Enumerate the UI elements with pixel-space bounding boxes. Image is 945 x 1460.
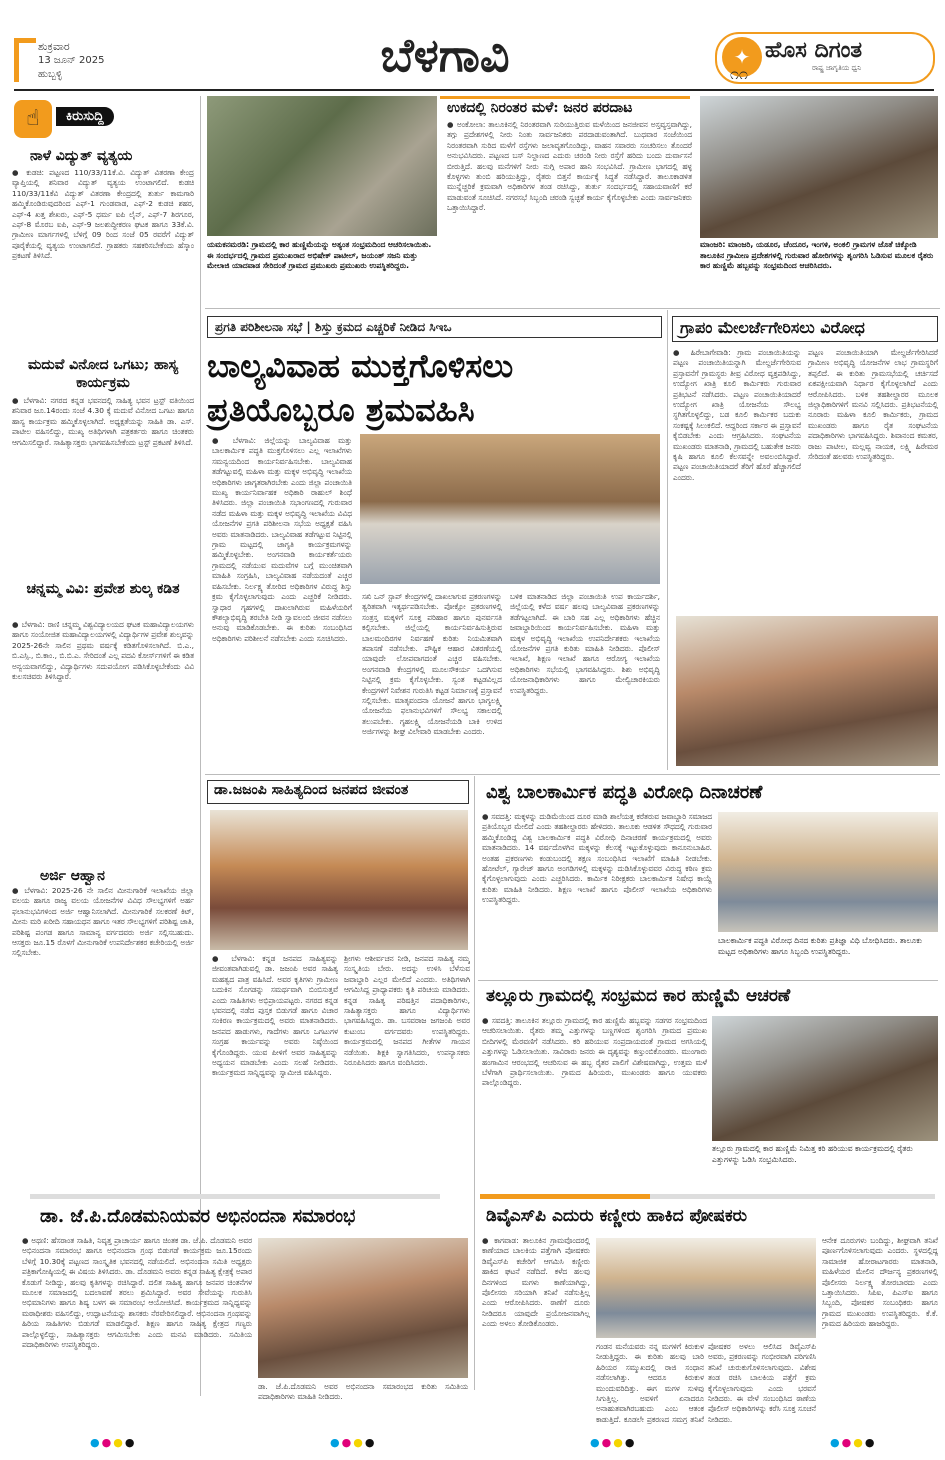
story-body: ● ಅಂಕೋಲಾ: ತಾಲೂಕಿನಲ್ಲಿ ನಿರಂತರವಾಗಿ ಸುರಿಯುತ್ತಿರುವ ಮಳೆಯಿಂದ ಜನಜೀವನ ಅಸ್ತವ್ಯಸ್ತವಾಗಿದ್ದು, ತಗ್ಗು ಪ್ರದೇಶಗಳಲ್ಲಿ ನೀರು ನಿಂತು ಸಾರ್ವಜನಿಕರು ಪರದಾಡುವಂತಾಗಿದೆ. ಬುಧವಾರ ಸಂಜೆಯಿಂದ ನಿರಂತರವಾಗಿ ಸುರಿದ ಮಳೆಗೆ ರಸ್ತೆಗಳು ಜಲಾವೃತಗೊಂಡಿದ್ದು, ವಾಹನ ಸವಾರರು ಸಂಚರಿಸಲು ತೊಂದರೆ ಅನುಭವಿಸಿದರು. ಪಟ್ಟಣದ ಬಸ್ ನಿಲ್ದಾಣದ ಎದುರು ಚರಂಡಿ ನೀರು ರಸ್ತೆಗೆ ಹರಿದು ಬಂದು ದುರ್ವಾಸನೆ ಬೀರುತ್ತಿದೆ. ಹಲವು ಮನೆಗಳಿಗೆ ನೀರು ನುಗ್ಗಿ ಅಪಾರ ಹಾನಿ ಸಂಭವಿಸಿದೆ. ಗ್ರಾಮೀಣ ಭಾಗದಲ್ಲಿ ಹಳ್ಳ ಕೊಳ್ಳಗಳು ತುಂಬಿ ಹರಿಯುತ್ತಿದ್ದು, ರೈತರು ಬಿತ್ತನೆ ಕಾರ್ಯಕ್ಕೆ ಸಿದ್ಧತೆ ನಡೆಸಿದ್ದಾರೆ. ತಾಲೂಕಾಡಳಿತ ಮುನ್ನೆಚ್ಚರಿಕೆ ಕ್ರಮವಾಗಿ ಅಧಿಕಾರಿಗಳ ತಂಡ ರಚಿಸಿದ್ದು, ತುರ್ತು ಸಂದರ್ಭದಲ್ಲಿ ಸಹಾಯವಾಣಿಗೆ ಕರೆ ಮಾಡುವಂತೆ ಸೂಚಿಸಿದೆ. ನಗರಸಭೆ ಸಿಬ್ಬಂದಿ ಚರಂಡಿ ಸ್ವಚ್ಛತೆ ಕಾರ್ಯ ಕೈಗೊಳ್ಳಬೇಕು ಎಂದು ಸಾರ್ವಜನಿಕರು ಒತ್ತಾಯಿಸಿದ್ದಾರೆ. [447, 120, 692, 213]
section-bar [30, 1194, 440, 1199]
headline-bar [440, 96, 690, 99]
row-divider [205, 308, 940, 309]
story-headline: ಉಕದಲ್ಲಿ ನಿರಂತರ ಮಳೆ: ಜನರ ಪರದಾಟ [447, 100, 633, 116]
story-body-col1: ● ಕಾಗವಾಡ: ತಾಲೂಕಿನ ಗ್ರಾಮವೊಂದರಲ್ಲಿ ಕಾಣೆಯಾದ ಬಾಲಕಿಯ ಪತ್ತೆಗಾಗಿ ಪೋಷಕರು ಡಿವೈಎಸ್‌ಪಿ ಕಚೇರಿಗೆ ಆಗಮಿಸಿ ಕಣ್ಣೀರು ಹಾಕಿದ ಘಟನೆ ನಡೆದಿದೆ. ಕಳೆದ ಹಲವು ದಿನಗಳಿಂದ ಮಗಳು ಕಾಣೆಯಾಗಿದ್ದು, ಪೊಲೀಸರು ಸರಿಯಾಗಿ ತನಿಖೆ ನಡೆಸುತ್ತಿಲ್ಲ ಎಂದು ಆರೋಪಿಸಿದರು. ಠಾಣೆಗೆ ದೂರು ನೀಡಿದರೂ ಯಾವುದೇ ಪ್ರಯೋಜನವಾಗಿಲ್ಲ ಎಂದು ಅಳಲು ತೋಡಿಕೊಂಡರು. [482, 1236, 590, 1329]
logo-tagline: ರಾಷ್ಟ್ರ ಜಾಗೃತಿಯ ಧ್ವನಿ [812, 64, 862, 72]
color-registration-marks: ●●●● [590, 1436, 637, 1449]
yamakanmardi-photo [207, 96, 437, 236]
brief-title: ಅರ್ಜಿ ಆಹ್ವಾನ [40, 868, 105, 884]
column-divider [667, 310, 668, 770]
brief-title: ಚನ್ನಮ್ಮ ವಿವಿ: ಪ್ರವೇಶ ಶುಲ್ಕ ಕಡಿತ [26, 581, 180, 597]
story-body-col1: ● ಬೆಳಗಾವಿ: ಕನ್ನಡ ಜನಪದ ಸಾಹಿತ್ಯವನ್ನು ಜೀವಂತವಾಗಿಡುವಲ್ಲಿ ಡಾ. ಜಜಂಪಿ ಅವರ ಸಾಹಿತ್ಯ ಮಹತ್ವದ ಪಾತ್ರ ವಹಿಸಿದೆ. ಅವರ ಕೃತಿಗಳು ಗ್ರಾಮೀಣ ಬದುಕಿನ ಸೊಗಡನ್ನು ಸಮರ್ಥವಾಗಿ ಬಿಂಬಿಸುತ್ತವೆ ಎಂದು ಸಾಹಿತಿಗಳು ಅಭಿಪ್ರಾಯಪಟ್ಟರು. ನಗರದ ಕನ್ನಡ ಭವನದಲ್ಲಿ ನಡೆದ ಪುಸ್ತಕ ಬಿಡುಗಡೆ ಹಾಗೂ ವಿಚಾರ ಸಂಕಿರಣ ಕಾರ್ಯಕ್ರಮದಲ್ಲಿ ಅವರು ಮಾತನಾಡಿದರು. ಜನಪದ ಹಾಡುಗಳು, ಗಾದೆಗಳು ಹಾಗೂ ಒಗಟುಗಳ ಸಂಗ್ರಹ ಕಾರ್ಯವನ್ನು ಅವರು ನಿಷ್ಠೆಯಿಂದ ಕೈಗೊಂಡಿದ್ದರು. ಯುವ ಪೀಳಿಗೆ ಅವರ ಸಾಹಿತ್ಯವನ್ನು ಅಧ್ಯಯನ ಮಾಡಬೇಕು ಎಂದು ಸಲಹೆ ನೀಡಿದರು. ಕಾರ್ಯಕ್ರಮದ ಸಾನ್ನಿಧ್ಯವನ್ನು ಸ್ವಾಮೀಜಿ ವಹಿಸಿದ್ದರು. [212, 954, 338, 1078]
brief-title: ನಾಳೆ ವಿದ್ಯುತ್ ವ್ಯತ್ಯಯ [30, 148, 133, 164]
column-divider [200, 96, 201, 1396]
lamp-icon: ✦ [722, 37, 762, 77]
section-bar-accent [480, 1194, 650, 1199]
color-registration-marks: ●●●● [830, 1436, 877, 1449]
logo-text: ಹೊಸ ದಿಗಂತ [765, 38, 863, 63]
kirusuddi-label: ಕಿರುಸುದ್ದಿ [56, 107, 114, 126]
story-body-col1: ● ಹಿರೇಬಾಗೇವಾಡಿ: ಗ್ರಾಮ ಪಂಚಾಯಿತಿಯನ್ನು ಪಟ್ಟಣ ಪಂಚಾಯಿತಿಯನ್ನಾಗಿ ಮೇಲ್ದರ್ಜೆಗೇರಿಸುವ ಪ್ರಸ್ತಾವನೆಗೆ ಗ್ರಾಮಸ್ಥರು ತೀವ್ರ ವಿರೋಧ ವ್ಯಕ್ತಪಡಿಸಿದ್ದು, ಉದ್ಯೋಗ ಖಾತ್ರಿ ಕೂಲಿ ಕಾರ್ಮಿಕರು ಗುರುವಾರ ಪ್ರತಿಭಟನೆ ನಡೆಸಿದರು. ಪಟ್ಟಣ ಪಂಚಾಯಿತಿಯಾದರೆ ಉದ್ಯೋಗ ಖಾತ್ರಿ ಯೋಜನೆಯ ಸೌಲಭ್ಯ ಸ್ಥಗಿತಗೊಳ್ಳಲಿದ್ದು, ಬಡ ಕೂಲಿ ಕಾರ್ಮಿಕರ ಬದುಕು ಸಂಕಷ್ಟಕ್ಕೆ ಸಿಲುಕಲಿದೆ. ಆದ್ದರಿಂದ ಸರ್ಕಾರ ಈ ಪ್ರಸ್ತಾವನೆ ಕೈಬಿಡಬೇಕು ಎಂದು ಆಗ್ರಹಿಸಿದರು. ಸಂಘಟನೆಯ ಮುಖಂಡರು ಮಾತನಾಡಿ, ಗ್ರಾಮದಲ್ಲಿ ಬಹುತೇಕ ಜನರು ಕೃಷಿ ಹಾಗೂ ಕೂಲಿ ಕೆಲಸವನ್ನೇ ಅವಲಂಬಿಸಿದ್ದಾರೆ. ಪಟ್ಟಣ ಪಂಚಾಯಿತಿಯಾದರೆ ತೆರಿಗೆ ಹೊರೆ ಹೆಚ್ಚಾಗಲಿದೆ ಎಂದರು. [673, 348, 801, 482]
story-body: ● ಅಥಣಿ: ಹೆಸರಾಂತ ಸಾಹಿತಿ, ನಿವೃತ್ತ ಪ್ರಾಚಾರ್ಯ ಹಾಗೂ ಚಿಂತಕ ಡಾ. ಜೆ.ಪಿ. ದೊಡಮನಿ ಅವರ ಅಭಿನಂದನಾ ಸಮಾರಂಭ ಹಾಗೂ ಅಭಿನಂದನಾ ಗ್ರಂಥ ಬಿಡುಗಡೆ ಕಾರ್ಯಕ್ರಮ ಜೂ.15ರಂದು ಬೆಳಿಗ್ಗೆ 10.30ಕ್ಕೆ ಪಟ್ಟಣದ ಸಾಂಸ್ಕೃತಿಕ ಭವನದಲ್ಲಿ ನಡೆಯಲಿದೆ. ಅಭಿನಂದನಾ ಸಮಿತಿ ಅಧ್ಯಕ್ಷರು ಪತ್ರಿಕಾಗೋಷ್ಠಿಯಲ್ಲಿ ಈ ವಿಷಯ ತಿಳಿಸಿದರು. ಡಾ. ದೊಡಮನಿ ಅವರು ಕನ್ನಡ ಸಾಹಿತ್ಯ ಕ್ಷೇತ್ರಕ್ಕೆ ಅಪಾರ ಕೊಡುಗೆ ನೀಡಿದ್ದು, ಹಲವು ಕೃತಿಗಳನ್ನು ರಚಿಸಿದ್ದಾರೆ. ದಲಿತ ಸಾಹಿತ್ಯ ಹಾಗೂ ಜನಪರ ಚಿಂತನೆಗಳ ಮೂಲಕ ಸಮಾಜದಲ್ಲಿ ಬದಲಾವಣೆ ತರಲು ಶ್ರಮಿಸಿದ್ದಾರೆ. ಅವರ ಸೇವೆಯನ್ನು ಗುರುತಿಸಿ ಅಭಿಮಾನಿಗಳು ಹಾಗೂ ಶಿಷ್ಯ ಬಳಗ ಈ ಸಮಾರಂಭ ಆಯೋಜಿಸಿದೆ. ಕಾರ್ಯಕ್ರಮದ ಸಾನ್ನಿಧ್ಯವನ್ನು ಮಠಾಧೀಶರು ವಹಿಸಲಿದ್ದು, ಉದ್ಘಾಟನೆಯನ್ನು ಶಾಸಕರು ನೆರವೇರಿಸಲಿದ್ದಾರೆ. ಅಭಿನಂದನಾ ಗ್ರಂಥವನ್ನು ಹಿರಿಯ ಸಾಹಿತಿಗಳು ಬಿಡುಗಡೆ ಮಾಡಲಿದ್ದಾರೆ. ಶಿಕ್ಷಣ ಹಾಗೂ ಸಾಹಿತ್ಯ ಕ್ಷೇತ್ರದ ಗಣ್ಯರು ಪಾಲ್ಗೊಳ್ಳಲಿದ್ದು, ಸಾಹಿತ್ಯಾಸಕ್ತರು ಆಗಮಿಸಬೇಕು ಎಂದು ಮನವಿ ಮಾಡಿದರು. ಸಮಿತಿಯ ಪದಾಧಿಕಾರಿಗಳು ಉಪಸ್ಥಿತರಿದ್ದರು. [22, 1236, 252, 1350]
protest-photo [676, 616, 938, 766]
color-registration-marks: ●●●● [330, 1436, 377, 1449]
story-body-col2: ಸಖಿ ಒನ್ ಸ್ಟಾಪ್ ಕೇಂದ್ರಗಳಲ್ಲಿ ದಾಖಲಾಗುವ ಪ್ರಕರಣಗಳನ್ನು ತ್ವರಿತವಾಗಿ ಇತ್ಯರ್ಥಪಡಿಸಬೇಕು. ಪೋಕ್ಸೋ ಪ್ರಕರಣಗಳಲ್ಲಿ ಸಂತ್ರಸ್ತ ಮಕ್ಕಳಿಗೆ ಸೂಕ್ತ ಪರಿಹಾರ ಹಾಗೂ ಪುನರ್ವಸತಿ ಕಲ್ಪಿಸಬೇಕು. ಜಿಲ್ಲೆಯಲ್ಲಿ ಕಾರ್ಯನಿರ್ವಹಿಸುತ್ತಿರುವ ಬಾಲಮಂದಿರಗಳ ನಿರ್ವಹಣೆ ಕುರಿತು ನಿಯಮಿತವಾಗಿ ತಪಾಸಣೆ ನಡೆಸಬೇಕು. ಪೌಷ್ಟಿಕ ಆಹಾರ ವಿತರಣೆಯಲ್ಲಿ ಯಾವುದೇ ಲೋಪವಾಗದಂತೆ ಎಚ್ಚರ ವಹಿಸಬೇಕು. ಅಂಗನವಾಡಿ ಕೇಂದ್ರಗಳಲ್ಲಿ ಮೂಲಸೌಕರ್ಯ ಒದಗಿಸುವ ನಿಟ್ಟಿನಲ್ಲಿ ಕ್ರಮ ಕೈಗೊಳ್ಳಬೇಕು. ಸ್ವಂತ ಕಟ್ಟಡವಿಲ್ಲದ ಕೇಂದ್ರಗಳಿಗೆ ನಿವೇಶನ ಗುರುತಿಸಿ ಕಟ್ಟಡ ನಿರ್ಮಾಣಕ್ಕೆ ಪ್ರಸ್ತಾವನೆ ಸಲ್ಲಿಸಬೇಕು. ಮಾತೃವಂದನಾ ಯೋಜನೆ ಹಾಗೂ ಭಾಗ್ಯಲಕ್ಷ್ಮಿ ಯೋಜನೆಯ ಫಲಾನುಭವಿಗಳಿಗೆ ಸೌಲಭ್ಯ ಸಕಾಲದಲ್ಲಿ ತಲುಪಬೇಕು. ಗೃಹಲಕ್ಷ್ಮಿ ಯೋಜನೆಯಡಿ ಬಾಕಿ ಉಳಿದ ಅರ್ಜಿಗಳನ್ನು ಶೀಘ್ರ ವಿಲೇವಾರಿ ಮಾಡಬೇಕು ಎಂದರು. [362, 592, 502, 737]
corner-decoration [14, 38, 36, 82]
story-headline: ಡಾ.ಜಜಂಪಿ ಸಾಹಿತ್ಯದಿಂದ ಜನಪದ ಜೀವಂತ [214, 782, 409, 798]
photo-caption: ತಲ್ಲೂರು ಗ್ರಾಮದಲ್ಲಿ ಕಾರ ಹುಣ್ಣಿಮೆ ನಿಮಿತ್ತ ಕರಿ ಹರಿಯುವ ಕಾರ್ಯಕ್ರಮದಲ್ಲಿ ರೈತರು ಎತ್ತುಗಳನ್ನು ಓಡಿಸಿ ಸಂಭ್ರಮಿಸಿದರು. [712, 1144, 913, 1164]
meeting-photo [360, 434, 660, 584]
story-headline: ಡಾ. ಜೆ.ಪಿ.ದೊಡಮನಿಯವರ ಅಭಿನಂದನಾ ಸಮಾರಂಭ [40, 1206, 356, 1227]
dysp-office-photo [596, 1238, 816, 1338]
photo-caption: ಬಾಲಕಾರ್ಮಿಕ ಪದ್ಧತಿ ವಿರೋಧ ದಿನದ ಕುರಿತು ಪ್ರತಿಜ್ಞಾ ವಿಧಿ ಬೋಧಿಸಿದರು. ತಾಲೂಕು ಮಟ್ಟದ ಅಧಿಕಾರಿಗಳು ಹಾಗೂ ಸಿಬ್ಬಂದಿ ಉಪಸ್ಥಿತರಿದ್ದರು. [718, 936, 923, 956]
story-headline: ತಲ್ಲೂರು ಗ್ರಾಮದಲ್ಲಿ ಸಂಭ್ರಮದ ಕಾರ ಹುಣ್ಣಿಮೆ ಆಚರಣೆ [486, 986, 791, 1006]
photo-caption: ಡಾ. ಜೆ.ಪಿ.ದೊಡಮನಿ ಅವರ ಅಭಿನಂದನಾ ಸಮಾರಂಭದ ಕುರಿತು ಸಮಿತಿಯ ಪದಾಧಿಕಾರಿಗಳು ಮಾಹಿತಿ ನೀಡಿದರು. [258, 1382, 468, 1402]
story-body-col2: ಪಟ್ಟಣ ಪಂಚಾಯಿತಿಯಾಗಿ ಮೇಲ್ದರ್ಜೆಗೇರಿಸಿದರೆ ಗ್ರಾಮೀಣ ಅಭಿವೃದ್ಧಿ ಯೋಜನೆಗಳ ಲಾಭ ಗ್ರಾಮಸ್ಥರಿಗೆ ತಪ್ಪಲಿದೆ. ಈ ಕುರಿತು ಗ್ರಾಮಸಭೆಯಲ್ಲಿ ಚರ್ಚಿಸದೆ ಏಕಪಕ್ಷೀಯವಾಗಿ ನಿರ್ಧಾರ ಕೈಗೊಳ್ಳಲಾಗಿದೆ ಎಂದು ಆರೋಪಿಸಿದರು. ಬಳಿಕ ತಹಶೀಲ್ದಾರರ ಮೂಲಕ ಜಿಲ್ಲಾಧಿಕಾರಿಗಳಿಗೆ ಮನವಿ ಸಲ್ಲಿಸಿದರು. ಪ್ರತಿಭಟನೆಯಲ್ಲಿ ನೂರಾರು ಮಹಿಳಾ ಕೂಲಿ ಕಾರ್ಮಿಕರು, ಗ್ರಾಮದ ಮುಖಂಡರು ಹಾಗೂ ರೈತ ಸಂಘಟನೆಯ ಪದಾಧಿಕಾರಿಗಳು ಭಾಗವಹಿಸಿದ್ದರು. ಶಿವಾನಂದ ಕಮತರ, ರಾಜು ಪಾಟೀಲ, ಮಲ್ಲವ್ವ ನಾಯಕ, ಲಕ್ಷ್ಮಿ ಹಿರೇಮಠ ಸೇರಿದಂತೆ ಹಲವರು ಉಪಸ್ಥಿತರಿದ್ದರು. [808, 348, 938, 462]
brief-body: ● ಬೆಳಗಾವಿ: 2025-26 ನೇ ಸಾಲಿನ ಮೀನುಗಾರಿಕೆ ಇಲಾಖೆಯ ಜಿಲ್ಲಾ ವಲಯ ಹಾಗೂ ರಾಜ್ಯ ವಲಯ ಯೋಜನೆಗಳ ವಿವಿಧ ಸೌಲಭ್ಯಗಳಿಗೆ ಅರ್ಹ ಫಲಾನುಭವಿಗಳಿಂದ ಅರ್ಜಿ ಆಹ್ವಾನಿಸಲಾಗಿದೆ. ಮೀನುಗಾರಿಕೆ ಸಲಕರಣೆ ಕಿಟ್, ಮೀನು ಮರಿ ಖರೀದಿ ಸಹಾಯಧನ ಹಾಗೂ ಇತರ ಸೌಲಭ್ಯಗಳಿಗೆ ಪರಿಶಿಷ್ಟ ಜಾತಿ, ಪರಿಶಿಷ್ಟ ಪಂಗಡ ಹಾಗೂ ಸಾಮಾನ್ಯ ವರ್ಗದವರು ಅರ್ಜಿ ಸಲ್ಲಿಸಬಹುದು. ಆಸಕ್ತರು ಜೂ.15 ರೊಳಗೆ ಮೀನುಗಾರಿಕೆ ಉಪನಿರ್ದೇಶಕರ ಕಚೇರಿಯಲ್ಲಿ ಅರ್ಜಿ ಸಲ್ಲಿಸಬೇಕು. [12, 886, 194, 958]
story-headline: ಡಿವೈಎಸ್‌ಪಿ ಎದುರು ಕಣ್ಣೀರು ಹಾಕಿದ ಪೋಷಕರು [486, 1206, 748, 1226]
story-headline: ಬಾಲ್ಯವಿವಾಹ ಮುಕ್ತಗೊಳಿಸಲು ಪ್ರತಿಯೊಬ್ಬರೂ ಶ್ರಮವಹಿಸಿ [207, 347, 514, 429]
story-body-col2: ಶ್ರೀಗಳು ಆಶೀರ್ವಚನ ನೀಡಿ, ಜನಪದ ಸಾಹಿತ್ಯ ನಮ್ಮ ಸಂಸ್ಕೃತಿಯ ಬೇರು. ಅದನ್ನು ಉಳಿಸಿ ಬೆಳೆಸುವ ಜವಾಬ್ದಾರಿ ಎಲ್ಲರ ಮೇಲಿದೆ ಎಂದರು. ಅತಿಥಿಗಳಾಗಿ ಆಗಮಿಸಿದ್ದ ಪ್ರಾಧ್ಯಾಪಕರು ಕೃತಿ ಪರಿಚಯ ಮಾಡಿದರು. ಕನ್ನಡ ಸಾಹಿತ್ಯ ಪರಿಷತ್ತಿನ ಪದಾಧಿಕಾರಿಗಳು, ಸಾಹಿತ್ಯಾಸಕ್ತರು ಹಾಗೂ ವಿದ್ಯಾರ್ಥಿಗಳು ಭಾಗವಹಿಸಿದ್ದರು. ಡಾ. ಬಸವರಾಜ ಜಗಜಂಪಿ ಅವರ ಕುಟುಂಬ ವರ್ಗದವರು ಉಪಸ್ಥಿತರಿದ್ದರು. ಕಾರ್ಯಕ್ರಮದಲ್ಲಿ ಜನಪದ ಗೀತೆಗಳ ಗಾಯನ ನಡೆಯಿತು. ಶಿಕ್ಷಕಿ ಸ್ವಾಗತಿಸಿದರು, ಉಪನ್ಯಾಸಕರು ನಿರೂಪಿಸಿದರು ಹಾಗೂ ವಂದಿಸಿದರು. [344, 954, 470, 1068]
column-divider [474, 776, 475, 1390]
story-headline: ವಿಶ್ವ ಬಾಲಕಾರ್ಮಿಕ ಪದ್ಧತಿ ವಿರೋಧಿ ದಿನಾಚರಣೆ [486, 782, 763, 803]
brief-body: ● ಕುಡಚಿ: ಪಟ್ಟಣದ 110/33/11ಕೆ.ವಿ. ವಿದ್ಯುತ್ ವಿತರಣಾ ಕೇಂದ್ರ ವ್ಯಾಪ್ತಿಯಲ್ಲಿ ಶನಿವಾರ ವಿದ್ಯುತ್ ವ್ಯತ್ಯಯ ಉಂಟಾಗಲಿದೆ. ಕುಡಚಿ 110/33/11ಕೆವಿ ವಿದ್ಯುತ್ ವಿತರಣಾ ಕೇಂದ್ರದಲ್ಲಿ ತುರ್ತು ಕಾಮಗಾರಿ ಹಮ್ಮಿಕೊಂಡಿರುವುದರಿಂದ ಎಫ್-1 ಗುಂಡವಾಡ, ಎಫ್-2 ಕುಡಚಿ ಶಹರ, ಎಫ್-4 ಖತ್ತ ಶೇಖರು, ಎಫ್-5 ಧರ್ಮ ಐಪಿ ಲೈನ್, ಎಫ್-7 ಶಿರಗೂರ, ಎಫ್-8 ಮೊರಬ ಐಪಿ, ಎಫ್-9 ಜಲಶುದ್ಧೀಕರಣ ಘಟಕ ಹಾಗೂ 33ಕೆ.ವಿ. ಗ್ರಾಮೀಣ ಮಾರ್ಗಗಳಲ್ಲಿ ಬೆಳಿಗ್ಗೆ 09 ರಿಂದ ಸಂಜೆ 05 ರವರೆಗೆ ವಿದ್ಯುತ್ ಪೂರೈಕೆಯಲ್ಲಿ ವ್ಯತ್ಯಯ ಉಂಟಾಗಲಿದೆ. ಗ್ರಾಹಕರು ಸಹಕರಿಸಬೇಕೆಂದು ಹೆಸ್ಕಾಂ ಪ್ರಕಟಣೆ ತಿಳಿಸಿದೆ. [12, 168, 194, 261]
brief-body: ● ಬೆಳಗಾವಿ: ರಾಣಿ ಚನ್ನಮ್ಮ ವಿಶ್ವವಿದ್ಯಾಲಯದ ಘಟಕ ಮಹಾವಿದ್ಯಾಲಯಗಳು ಹಾಗೂ ಸಂಯೋಜಿತ ಮಹಾವಿದ್ಯಾಲಯಗಳಲ್ಲಿ ವಿದ್ಯಾರ್ಥಿಗಳ ಪ್ರವೇಶ ಶುಲ್ಕವನ್ನು 2025-26ನೇ ಸಾಲಿನ ಪ್ರಥಮ ವರ್ಷಕ್ಕೆ ಕಡಿತಗೊಳಿಸಲಾಗಿದೆ. ಬಿ.ಎ., ಬಿ.ಎಸ್ಸಿ., ಬಿ.ಕಾಂ., ಬಿ.ಬಿ.ಎ. ಸೇರಿದಂತೆ ಎಲ್ಲ ಪದವಿ ಕೋರ್ಸ್‌ಗಳಿಗೆ ಈ ಕಡಿತ ಅನ್ವಯವಾಗಲಿದ್ದು, ವಿದ್ಯಾರ್ಥಿಗಳು ಸದುಪಯೋಗ ಪಡಿಸಿಕೊಳ್ಳಬೇಕೆಂದು ವಿವಿ ಕುಲಸಚಿವರು ತಿಳಿಸಿದ್ದಾರೆ. [12, 620, 194, 682]
story-body-col4: ಆನೇಕ ದೂರುಗಳು ಬಂದಿದ್ದು, ಶೀಘ್ರವಾಗಿ ತನಿಖೆ ಪೂರ್ಣಗೊಳಿಸಲಾಗುವುದು ಎಂದರು. ಸ್ಥಳದಲ್ಲಿದ್ದ ಸಾಮಾಜಿಕ ಹೋರಾಟಗಾರರು ಮಾತನಾಡಿ, ಮಹಿಳೆಯರ ಮೇಲಿನ ದೌರ್ಜನ್ಯ ಪ್ರಕರಣಗಳಲ್ಲಿ ಪೊಲೀಸರು ನಿರ್ಲಕ್ಷ್ಯ ತೋರಬಾರದು ಎಂದು ಒತ್ತಾಯಿಸಿದರು. ಸಿಪಿಐ, ಪಿಎಸ್‌ಐ ಹಾಗೂ ಸಿಬ್ಬಂದಿ, ಪೋಷಕರ ಸಂಬಂಧಿಕರು ಹಾಗೂ ಗ್ರಾಮದ ಮುಖಂಡರು ಉಪಸ್ಥಿತರಿದ್ದರು. ಕೆ.ಕೆ. ಗ್ರಾಮದ ಹಿರಿಯರು ಹಾಜರಿದ್ದರು. [822, 1236, 938, 1329]
story-body-col2: ಗಂಡನ ಮನೆಯವರು ನನ್ನ ಮಗಳಿಗೆ ಕಿರುಕುಳ ನೀಡುತ್ತಿದ್ದರು. ಈ ಕುರಿತು ಹಲವು ಬಾರಿ ಹಿರಿಯರ ಸಮ್ಮುಖದಲ್ಲಿ ರಾಜಿ ಸಂಧಾನ ನಡೆಸಲಾಗಿತ್ತು. ಆದರೂ ಕಿರುಕುಳ ಮುಂದುವರಿದಿತ್ತು. ಈಗ ಮಗಳ ಸುಳಿವು ಸಿಗುತ್ತಿಲ್ಲ. ಅವಳಿಗೆ ಏನಾದರೂ ಅನಾಹುತವಾಗಿರಬಹುದು ಎಂಬ ಆತಂಕ ಕಾಡುತ್ತಿದೆ. ಕೂಡಲೇ ಪ್ರಕರಣದ ಸಮಗ್ರ ತನಿಖೆ [596, 1342, 704, 1424]
color-registration-marks: ●●●● [90, 1436, 137, 1449]
brief-body: ● ಬೆಳಗಾವಿ: ನಗರದ ಕನ್ನಡ ಭವನದಲ್ಲಿ ಸಾಹಿತ್ಯ ಭವನ ಟ್ರಸ್ಟ್ ವತಿಯಿಂದ ಶನಿವಾರ ಜೂ.14ರಂದು ಸಂಜೆ 4.30 ಕ್ಕೆ ಮದುವೆ ವಿನೋದ ಒಗಟು ಹಾಗೂ ಹಾಸ್ಯ ಕಾರ್ಯಕ್ರಮ ಹಮ್ಮಿಕೊಳ್ಳಲಾಗಿದೆ. ಅಧ್ಯಕ್ಷತೆಯನ್ನು ಸಾಹಿತಿ ಡಾ. ಎಸ್. ಪಾಟೀಲ ವಹಿಸಲಿದ್ದು, ಮುಖ್ಯ ಅತಿಥಿಗಳಾಗಿ ಪತ್ರಕರ್ತರು ಹಾಗೂ ಚಿಂತಕರು ಆಗಮಿಸಲಿದ್ದಾರೆ. ಸಾಹಿತ್ಯಾಸಕ್ತರು ಭಾಗವಹಿಸಬೇಕೆಂದು ಟ್ರಸ್ಟ್ ಪ್ರಕಟಣೆ ತಿಳಿಸಿದೆ. [12, 396, 194, 447]
brief-title: ಮದುವೆ ವಿನೋದ ಒಗಟು; ಹಾಸ್ಯ ಕಾರ್ಯಕ್ರಮ [27, 357, 179, 391]
header-day: ಶುಕ್ರವಾರ [38, 40, 70, 53]
header-rule [14, 89, 934, 91]
page-number: ೧೧ [730, 64, 748, 83]
section-title: ಬೆಳಗಾವಿ [380, 28, 510, 82]
photo-caption: ಯಮಕನಮರಡಿ: ಗ್ರಾಮದಲ್ಲಿ ಕಾರ ಹುಣ್ಣಿಮೆಯನ್ನು ಅತ್ಯಂತ ಸಂಭ್ರಮದಿಂದ ಆಚರಿಸಲಾಯಿತು. ಈ ಸಂದರ್ಭದಲ್ಲಿ ಗ್ರಾಮದ ಪ್ರಮುಖರಾದ ಅಭಿಷೇಕ್ ಪಾಟೀಲ್, ಜಯಂತ್ ಸಜನಿ ಮತ್ತು ಮೇಲಾಜಿ ಯಾದವಾಡ ಸೇರಿದಂತೆ ಗ್ರಾಮದ ಪ್ರಮುಖರು ಪ್ರಮುಖರು ಉಪಸ್ಥಿತರಿದ್ದರು. [207, 240, 432, 270]
row-divider [478, 980, 938, 981]
story-kicker: ಪ್ರಗತಿ ಪರಿಶೀಲನಾ ಸಭೆ | ಶಿಸ್ತು ಕ್ರಮದ ಎಚ್ಚರಿಕೆ ನೀಡಿದ ಸಿಇಒ [215, 320, 452, 334]
pledge-photo [718, 812, 938, 932]
section-bar [650, 1194, 935, 1199]
festival-photo [700, 96, 938, 238]
story-headline: ಗ್ರಾಪಂ ಮೇಲರ್ಜೆಗೇರಿಸಲು ವಿರೋಧ [680, 318, 865, 337]
hand-icon: ☝ [14, 100, 52, 138]
header-date: 13 ಜೂನ್ 2025 [38, 55, 105, 66]
story-body-col3: ಪೋಷಕರ ಅಳಲು ಆಲಿಸಿದ ಡಿವೈಎಸ್‌ಪಿ ಅವರು, ಪ್ರಕರಣವನ್ನು ಗಂಭೀರವಾಗಿ ಪರಿಗಣಿಸಿ ತನಿಖೆ ಚುರುಕುಗೊಳಿಸಲಾಗುವುದು. ವಿಶೇಷ ತಂಡ ರಚಿಸಿ ಬಾಲಕಿಯ ಪತ್ತೆಗೆ ಕ್ರಮ ಕೈಗೊಳ್ಳಲಾಗುವುದು ಎಂದು ಭರವಸೆ ನೀಡಿದರು. ಈ ವೇಳೆ ಸಂಬಂಧಿಸಿದ ಠಾಣೆಯ ಪೊಲೀಸ್ ಅಧಿಕಾರಿಗಳನ್ನು ಕರೆಸಿ ಸೂಕ್ತ ಸೂಚನೆ ನೀಡಿದರು. [708, 1342, 816, 1424]
story-body-col1: ● ಬೆಳಗಾವಿ: ಜಿಲ್ಲೆಯನ್ನು ಬಾಲ್ಯವಿವಾಹ ಮತ್ತು ಬಾಲಕಾರ್ಮಿಕ ಪದ್ಧತಿ ಮುಕ್ತಗೊಳಿಸಲು ಎಲ್ಲ ಇಲಾಖೆಗಳು ಸಮನ್ವಯದಿಂದ ಕಾರ್ಯನಿರ್ವಹಿಸಬೇಕು. ಬಾಲ್ಯವಿವಾಹ ತಡೆಗಟ್ಟುವಲ್ಲಿ ಮಹಿಳಾ ಮತ್ತು ಮಕ್ಕಳ ಅಭಿವೃದ್ಧಿ ಇಲಾಖೆಯ ಅಧಿಕಾರಿಗಳು ಜಾಗೃತರಾಗಿರಬೇಕು ಎಂದು ಜಿಲ್ಲಾ ಪಂಚಾಯಿತಿ ಮುಖ್ಯ ಕಾರ್ಯನಿರ್ವಾಹಕ ಅಧಿಕಾರಿ ರಾಹುಲ್ ಶಿಂಧೆ ತಿಳಿಸಿದರು. ಜಿಲ್ಲಾ ಪಂಚಾಯಿತಿ ಸಭಾಂಗಣದಲ್ಲಿ ಗುರುವಾರ ನಡೆದ ಮಹಿಳಾ ಮತ್ತು ಮಕ್ಕಳ ಅಭಿವೃದ್ಧಿ ಇಲಾಖೆಯ ವಿವಿಧ ಯೋಜನೆಗಳ ಪ್ರಗತಿ ಪರಿಶೀಲನಾ ಸಭೆಯ ಅಧ್ಯಕ್ಷತೆ ವಹಿಸಿ ಅವರು ಮಾತನಾಡಿದರು. ಬಾಲ್ಯವಿವಾಹ ತಡೆಗಟ್ಟುವ ನಿಟ್ಟಿನಲ್ಲಿ ಗ್ರಾಮ ಮಟ್ಟದಲ್ಲಿ ಜಾಗೃತಿ ಕಾರ್ಯಕ್ರಮಗಳನ್ನು ಹಮ್ಮಿಕೊಳ್ಳಬೇಕು. ಅಂಗನವಾಡಿ ಕಾರ್ಯಕರ್ತೆಯರು ಗ್ರಾಮದಲ್ಲಿ ನಡೆಯುವ ಮದುವೆಗಳ ಬಗ್ಗೆ ಮುಂಚಿತವಾಗಿ ಮಾಹಿತಿ ಸಂಗ್ರಹಿಸಿ, ಬಾಲ್ಯವಿವಾಹ ನಡೆಯದಂತೆ ಎಚ್ಚರ ವಹಿಸಬೇಕು. ನಿರ್ಲಕ್ಷ್ಯ ತೋರಿದ ಅಧಿಕಾರಿಗಳ ವಿರುದ್ಧ ಶಿಸ್ತು ಕ್ರಮ ಕೈಗೊಳ್ಳಲಾಗುವುದು ಎಂದು ಎಚ್ಚರಿಕೆ ನೀಡಿದರು. ಸ್ವಾಧಾರ ಗೃಹಗಳಲ್ಲಿ ದಾಖಲಾಗಿರುವ ಮಹಿಳೆಯರಿಗೆ ಕೌಶಲ್ಯಾಭಿವೃದ್ಧಿ ತರಬೇತಿ ನೀಡಿ ಸ್ವಾವಲಂಬಿ ಜೀವನ ನಡೆಸಲು ಅನುವು ಮಾಡಿಕೊಡಬೇಕು. ಈ ಕುರಿತು ಸಂಬಂಧಿಸಿದ ಅಧಿಕಾರಿಗಳು ಪರಿಶೀಲನೆ ನಡೆಸಬೇಕು ಎಂದು ಸೂಚಿಸಿದರು. [212, 436, 352, 643]
bull-race-photo [712, 1016, 938, 1141]
story-body: ● ಸವದತ್ತಿ: ಮಕ್ಕಳನ್ನು ದುಡಿಮೆಯಿಂದ ದೂರ ಮಾಡಿ ಶಾಲೆಯತ್ತ ಕರೆತರುವ ಜವಾಬ್ದಾರಿ ಸಮಾಜದ ಪ್ರತಿಯೊಬ್ಬರ ಮೇಲಿದೆ ಎಂದು ತಹಶೀಲ್ದಾರರು ಹೇಳಿದರು. ತಾಲೂಕು ಆಡಳಿತ ಸೌಧದಲ್ಲಿ ಗುರುವಾರ ಹಮ್ಮಿಕೊಂಡಿದ್ದ ವಿಶ್ವ ಬಾಲಕಾರ್ಮಿಕ ಪದ್ಧತಿ ವಿರೋಧಿ ದಿನಾಚರಣೆ ಕಾರ್ಯಕ್ರಮದಲ್ಲಿ ಅವರು ಮಾತನಾಡಿದರು. 14 ವರ್ಷದೊಳಗಿನ ಮಕ್ಕಳನ್ನು ಕೆಲಸಕ್ಕೆ ಇಟ್ಟುಕೊಳ್ಳುವುದು ಕಾನೂನುಬಾಹಿರ. ಅಂತಹ ಪ್ರಕರಣಗಳು ಕಂಡುಬಂದಲ್ಲಿ ತಕ್ಷಣ ಸಂಬಂಧಿಸಿದ ಇಲಾಖೆಗೆ ಮಾಹಿತಿ ನೀಡಬೇಕು. ಹೋಟೆಲ್, ಗ್ಯಾರೇಜ್ ಹಾಗೂ ಅಂಗಡಿಗಳಲ್ಲಿ ಮಕ್ಕಳನ್ನು ದುಡಿಸಿಕೊಳ್ಳುವವರ ವಿರುದ್ಧ ಕಠಿಣ ಕ್ರಮ ಕೈಗೊಳ್ಳಲಾಗುವುದು ಎಂದು ಎಚ್ಚರಿಸಿದರು. ಕಾರ್ಮಿಕ ನಿರೀಕ್ಷಕರು ಬಾಲಕಾರ್ಮಿಕ ನಿಷೇಧ ಕಾಯ್ದೆ ಕುರಿತು ಮಾಹಿತಿ ನೀಡಿದರು. ಶಿಕ್ಷಣ ಇಲಾಖೆ ಹಾಗೂ ಪೊಲೀಸ್ ಇಲಾಖೆಯ ಅಧಿಕಾರಿಗಳು ಉಪಸ್ಥಿತರಿದ್ದರು. [482, 812, 712, 905]
felicitation-photo [258, 1238, 468, 1378]
row-divider [205, 774, 940, 775]
photo-caption: ಮಾಂಜರಿ: ಮಾಂಜರಿ, ಯಡೂರ, ಚೆಂದೂರ, ಇಂಗಳಿ, ಅಂಕಲಿ ಗ್ರಾಮಗಳ ಜೊತೆ ಚಿಕ್ಕೋಡಿ ತಾಲೂಕಿನ ಗ್ರಾಮೀಣ ಪ್ರದೇಶಗಳಲ್ಲಿ ಗುರುವಾರ ಹೋರಿಗಳನ್ನು ಶೃಂಗರಿಸಿ ಓಡಿಸುವ ಮೂಲಕ ರೈತರು ಕಾರ ಹುಣ್ಣಿಮೆ ಹಬ್ಬವನ್ನು ಸಂಭ್ರಮದಿಂದ ಆಚರಿಸಿದರು. [700, 240, 934, 270]
story-body-col3: ಬಳಿಕ ಮಾತನಾಡಿದ ಜಿಲ್ಲಾ ಪಂಚಾಯಿತಿ ಉಪ ಕಾರ್ಯದರ್ಶಿ, ಜಿಲ್ಲೆಯಲ್ಲಿ ಕಳೆದ ವರ್ಷ ಹಲವು ಬಾಲ್ಯವಿವಾಹ ಪ್ರಕರಣಗಳನ್ನು ತಡೆಗಟ್ಟಲಾಗಿದೆ. ಈ ಬಾರಿ ಸಹ ಎಲ್ಲ ಅಧಿಕಾರಿಗಳು ಹೆಚ್ಚಿನ ಜವಾಬ್ದಾರಿಯಿಂದ ಕಾರ್ಯನಿರ್ವಹಿಸಬೇಕು. ಮಹಿಳಾ ಮತ್ತು ಮಕ್ಕಳ ಅಭಿವೃದ್ಧಿ ಇಲಾಖೆಯ ಉಪನಿರ್ದೇಶಕರು ಇಲಾಖೆಯ ಯೋಜನೆಗಳ ಪ್ರಗತಿ ಕುರಿತು ಮಾಹಿತಿ ನೀಡಿದರು. ಪೊಲೀಸ್ ಇಲಾಖೆ, ಶಿಕ್ಷಣ ಇಲಾಖೆ ಹಾಗೂ ಆರೋಗ್ಯ ಇಲಾಖೆಯ ಅಧಿಕಾರಿಗಳು ಸಭೆಯಲ್ಲಿ ಭಾಗವಹಿಸಿದ್ದರು. ಶಿಶು ಅಭಿವೃದ್ಧಿ ಯೋಜನಾಧಿಕಾರಿಗಳು ಹಾಗೂ ಮೇಲ್ವಿಚಾರಕಿಯರು ಉಪಸ್ಥಿತರಿದ್ದರು. [510, 592, 660, 695]
header-city: ಹುಬ್ಬಳ್ಳಿ [38, 69, 63, 80]
book-release-photo [210, 810, 468, 950]
story-body: ● ಸವದತ್ತಿ: ತಾಲೂಕಿನ ತಲ್ಲೂರು ಗ್ರಾಮದಲ್ಲಿ ಕಾರ ಹುಣ್ಣಿಮೆ ಹಬ್ಬವನ್ನು ಸಡಗರ ಸಂಭ್ರಮದಿಂದ ಆಚರಿಸಲಾಯಿತು. ರೈತರು ತಮ್ಮ ಎತ್ತುಗಳನ್ನು ಬಣ್ಣಗಳಿಂದ ಶೃಂಗರಿಸಿ ಗ್ರಾಮದ ಪ್ರಮುಖ ಬೀದಿಗಳಲ್ಲಿ ಮೆರವಣಿಗೆ ನಡೆಸಿದರು. ಕರಿ ಹರಿಯುವ ಸಂಪ್ರದಾಯದಂತೆ ಗ್ರಾಮದ ಅಗಸಿಯಲ್ಲಿ ಎತ್ತುಗಳನ್ನು ಓಡಿಸಲಾಯಿತು. ಸಾವಿರಾರು ಜನರು ಈ ದೃಶ್ಯವನ್ನು ಕಣ್ತುಂಬಿಕೊಂಡರು. ಮುಂಗಾರು ಹಂಗಾಮಿನ ಆರಂಭದಲ್ಲಿ ಆಚರಿಸುವ ಈ ಹಬ್ಬ ರೈತರ ಪಾಲಿಗೆ ವಿಶೇಷವಾಗಿದ್ದು, ಉತ್ತಮ ಮಳೆ ಬೆಳೆಗಾಗಿ ಪ್ರಾರ್ಥಿಸಲಾಯಿತು. ಗ್ರಾಮದ ಹಿರಿಯರು, ಮುಖಂಡರು ಹಾಗೂ ಯುವಕರು ಪಾಲ್ಗೊಂಡಿದ್ದರು. [482, 1016, 707, 1088]
